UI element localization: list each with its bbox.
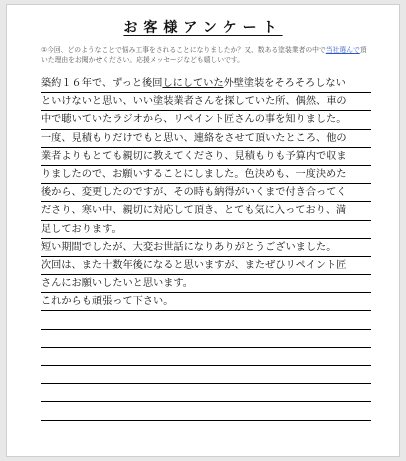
answer-line: 業者よりもとても親切に教えてくださり、見積もりも予算内で収ま bbox=[41, 148, 371, 166]
blank-answer-line bbox=[41, 366, 371, 384]
question-text bbox=[41, 45, 371, 65]
blank-answer-line bbox=[41, 330, 371, 348]
answer-line: 足しております。 bbox=[41, 221, 371, 239]
question-highlight: 当社選んで bbox=[325, 46, 360, 54]
answer-line: 次回は、また十数年後になると思いますが、またぜひリペイント匠 bbox=[41, 257, 371, 275]
answer-line: 中で聴いていたラジオから、リペイント匠さんの事を知りました。 bbox=[41, 111, 371, 129]
answer-line: これからも頑張って下さい。 bbox=[41, 293, 371, 311]
answer-line: といけないと思い、いい塗装業者さんを探していた所、偶然、車の bbox=[41, 93, 371, 111]
page-title bbox=[7, 17, 399, 37]
blank-answer-line bbox=[41, 311, 371, 329]
answer-line: 一度、見積もりだけでもと思い、連絡をさせて頂いたところ、他の bbox=[41, 130, 371, 148]
answer-line: さんにお願いしたいと思います。 bbox=[41, 275, 371, 293]
question-after: 頂いた理由をお聞かせください。応援メッセージなども嬉しいです。 bbox=[41, 46, 367, 64]
blank-answer-line bbox=[41, 384, 371, 402]
answer-line: りましたので、お願いすることにしました。色決めも、一度決めた bbox=[41, 166, 371, 184]
questionnaire-sheet bbox=[6, 4, 400, 457]
answer-line: 短い期間でしたが、大変お世話になりありがとうございました。 bbox=[41, 239, 371, 257]
handwritten-answer bbox=[41, 75, 371, 421]
blank-answer-line bbox=[41, 348, 371, 366]
blank-answer-line bbox=[41, 402, 371, 420]
answer-line: ださり、寒い中、親切に対応して頂き、とても気に入っており、満 bbox=[41, 202, 371, 220]
answer-line: 後から、変更したのですが、その時も納得がいくまで付き合ってく bbox=[41, 184, 371, 202]
question-before: ①今回、どのようなことで悩み工事をされることになりましたか？又、数ある塗装業者の中で bbox=[41, 46, 326, 54]
title-text: お客様アンケート bbox=[123, 20, 283, 36]
answer-line: 築約１６年で、ずっと後回しにしていた外壁塗装をそろそろしない bbox=[41, 75, 371, 93]
